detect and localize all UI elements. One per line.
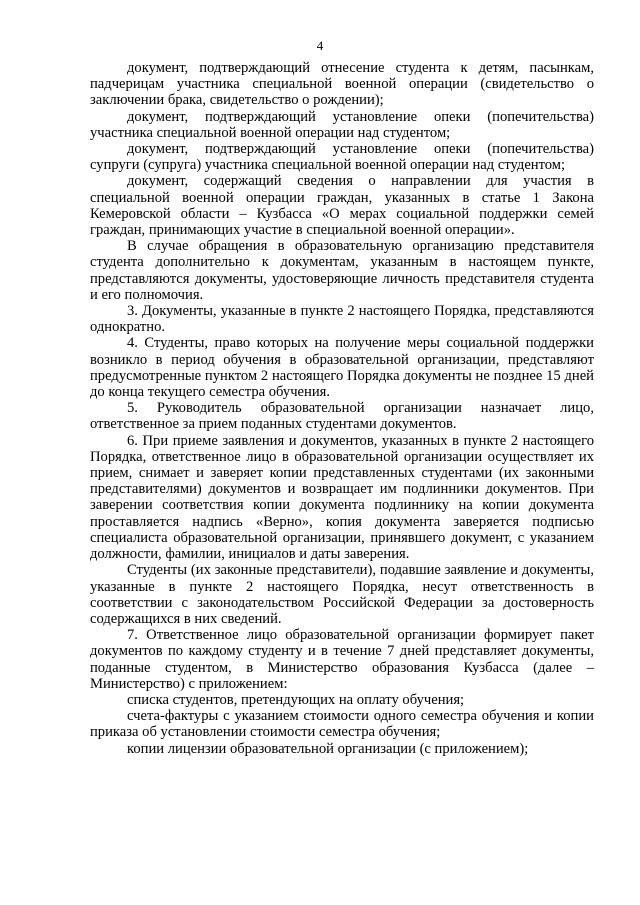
- paragraph-item-5: 5. Руководитель образовательной организации назначает лицо, ответственное за прием поданных студентами документов.: [90, 400, 594, 433]
- paragraph-item-3: 3. Документы, указанные в пункте 2 настоящего Порядка, представляются однократно.: [90, 303, 594, 336]
- paragraph-item-7: 7. Ответственное лицо образовательной организации формирует пакет документов по каждому студенту и в течение 7 дней представляет документы, поданные студентом, в Министерство образования Кузбасса (далее – Министерство) с приложением:: [90, 627, 594, 692]
- page-number: 4: [316, 38, 324, 53]
- paragraph-document-guardianship-spouse: документ, подтверждающий установление опеки (попечительства) супруги (супруга) участника специальной военной операции над студентом;: [90, 141, 594, 174]
- paragraph-document-children: документ, подтверждающий отнесение студента к детям, пасынкам, падчерицам участника специальной военной операции (свидетельство о заключении брака, свидетельство о рождении);: [90, 60, 594, 109]
- paragraph-representative: В случае обращения в образовательную организацию представителя студента дополнительно к документам, указанным в настоящем пункте, представляются документы, удостоверяющие личность представителя студента и его полномочия.: [90, 238, 594, 303]
- paragraph-document-referral: документ, содержащий сведения о направлении для участия в специальной военной операции граждан, указанных в статье 1 Закона Кемеровской области – Кузбасса «О мерах социальной поддержки семей граждан, принимающих участие в специальной военной операции».: [90, 173, 594, 239]
- list-item-license-copy: копии лицензии образовательной организации (с приложением);: [127, 740, 529, 757]
- paragraph-item-6: 6. При приеме заявления и документов, указанных в пункте 2 настоящего Порядка, ответственное лицо в образовательной организации осуществляет их прием, снимает и заверяет копии представленных студентами (их законными представителями) документов и возвращает им подлинники документов. При заверении соответствия копии документа подлиннику на копии документа проставляется надпись «Верно», копия документа заверяется подписью специалиста образовательной организации, принявшего документ, с указанием должности, фамилии, инициалов и даты заверения.: [90, 432, 594, 563]
- document-body: [90, 60, 594, 757]
- list-item-invoice: счета-фактуры с указанием стоимости одного семестра обучения и копии приказа об установлении стоимости семестра обучения;: [90, 708, 594, 741]
- list-item-students-list: списка студентов, претендующих на оплату обучения;: [127, 691, 465, 708]
- paragraph-document-guardianship-participant: документ, подтверждающий установление опеки (попечительства) участника специальной военной операции над студентом;: [90, 108, 594, 141]
- paragraph-item-4: 4. Студенты, право которых на получение меры социальной поддержки возникло в период обучения в образовательной организации, представляют предусмотренные пунктом 2 настоящего Порядка документы не позднее 15 дней до конца текущего семестра обучения.: [90, 335, 594, 401]
- paragraph-responsibility: Студенты (их законные представители), подавшие заявление и документы, указанные в пункте 2 настоящего Порядка, несут ответственность в соответствии с законодательством Российской Федерации за достоверность содержащихся в них сведений.: [90, 562, 594, 627]
